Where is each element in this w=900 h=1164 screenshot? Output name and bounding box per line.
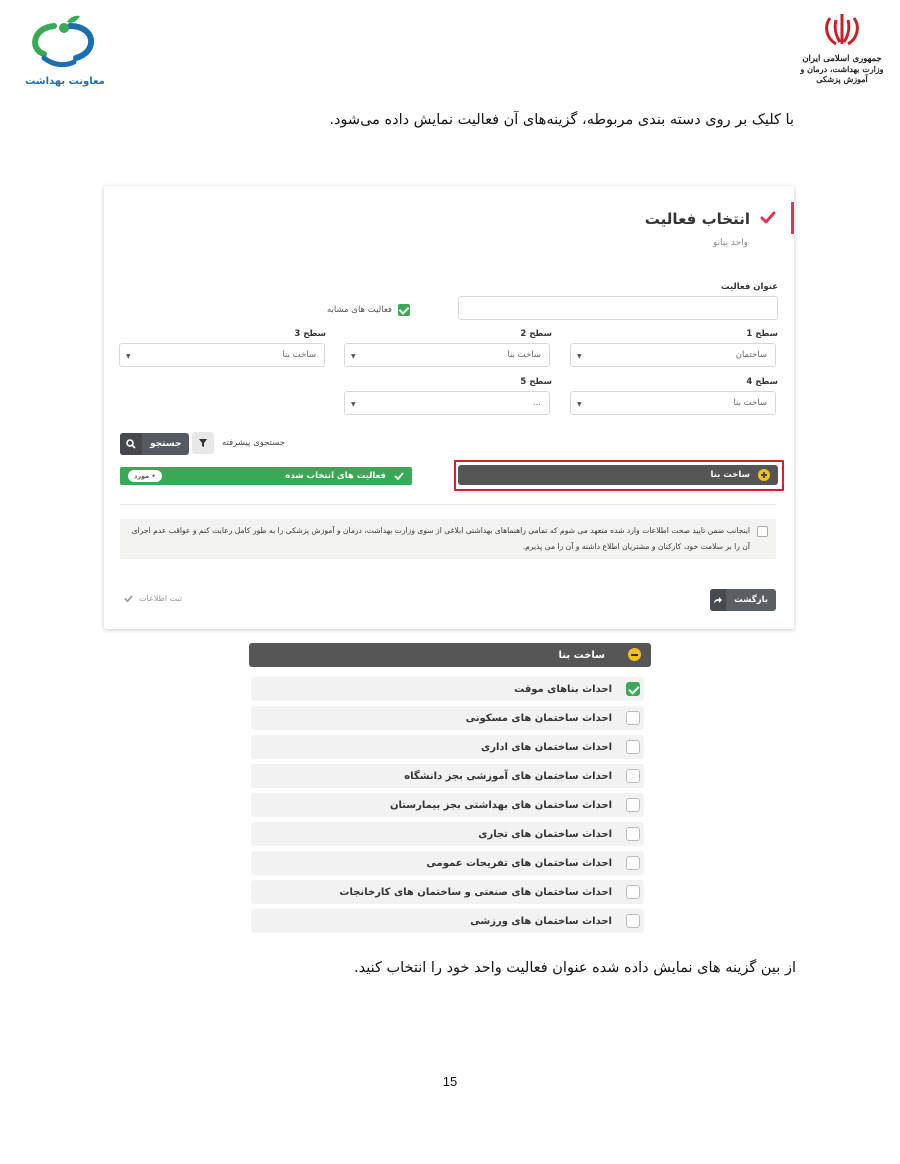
item-checkbox[interactable] — [626, 827, 640, 841]
list-item[interactable] — [251, 706, 644, 730]
level-1-value: ساختمان — [735, 350, 767, 360]
panel-accent-bar — [791, 202, 794, 234]
category-bar-label: ساخت بنا — [710, 470, 750, 480]
item-label: احداث ساختمان های آموزشی بجز دانشگاه — [404, 770, 612, 782]
chevron-down-icon: ▼ — [351, 401, 356, 408]
ministry-line-1: جمهوری اسلامی ایران — [802, 54, 882, 64]
item-checkbox[interactable] — [626, 711, 640, 725]
list-item[interactable] — [251, 793, 644, 817]
chevron-down-icon: ▼ — [577, 401, 582, 408]
list-item[interactable] — [251, 851, 644, 875]
iran-emblem-icon — [822, 12, 862, 48]
list-item[interactable] — [251, 735, 644, 759]
search-icon — [120, 433, 142, 455]
list-item[interactable] — [251, 677, 644, 701]
list-item[interactable] — [251, 909, 644, 933]
level-5-label: سطح 5 — [520, 377, 552, 387]
similar-checkbox[interactable] — [398, 304, 410, 316]
ministry-line-2: وزارت بهداشت، درمان و آموزش پزشکی — [800, 64, 884, 84]
selected-activities-bar[interactable] — [120, 467, 412, 485]
level-2-select[interactable] — [344, 343, 550, 367]
item-label: احداث ساختمان های ورزشی — [470, 915, 612, 927]
activity-title-input[interactable] — [458, 296, 778, 320]
level-2-label: سطح 2 — [520, 329, 552, 339]
back-button-label: بازگشت — [734, 595, 768, 605]
level-3-label: سطح 3 — [294, 329, 326, 339]
list-item[interactable] — [251, 880, 644, 904]
level-5-value: ... — [532, 398, 541, 408]
minus-circle-icon — [628, 648, 641, 661]
check-icon — [760, 210, 776, 226]
agreement-text: اینجانب ضمن تایید صحت اطلاعات وارد شده متعهد می شوم که تمامی راهنماهای بهداشتی ابلاغی از سوی وزارت بهداشت، درمان و آموزش پزشکی را به طور کامل رعایت کنم و عواقب عدم اجرای آن را بر سلامت خود، کارکنان و مشتریان اطلاع داشته و آن را می پذیرم. — [131, 526, 750, 551]
outro-paragraph: از بین گزینه های نمایش داده شده عنوان فعالیت واحد خود را انتخاب کنید. — [353, 960, 796, 976]
item-label: احداث ساختمان های تجاری — [478, 828, 612, 840]
page-number: 15 — [442, 1074, 458, 1089]
search-button[interactable] — [120, 433, 189, 455]
item-checkbox[interactable] — [626, 740, 640, 754]
expanded-category-label: ساخت بنا — [558, 649, 605, 661]
list-item[interactable] — [251, 764, 644, 788]
search-button-label: جستجو — [150, 439, 182, 449]
chevron-down-icon: ▼ — [351, 353, 356, 360]
expanded-category-header[interactable] — [249, 643, 651, 667]
level-4-value: ساخت بنا — [733, 398, 767, 408]
category-bar-sakht-bana[interactable] — [458, 465, 778, 485]
item-checkbox[interactable] — [626, 914, 640, 928]
level-2-value: ساخت بنا — [507, 350, 541, 360]
check-icon — [394, 471, 404, 481]
list-item[interactable] — [251, 822, 644, 846]
health-deputy-logo — [14, 10, 116, 96]
item-label: احداث ساختمان های اداری — [481, 741, 612, 753]
level-3-value: ساخت بنا — [282, 350, 316, 360]
chevron-down-icon: ▼ — [126, 353, 131, 360]
plus-circle-icon — [758, 469, 770, 481]
share-forward-icon — [710, 589, 726, 611]
item-label: احداث ساختمان های بهداشتی بجز بیمارستان — [389, 799, 612, 811]
filter-button[interactable] — [192, 432, 214, 454]
agreement-box — [120, 519, 776, 559]
ministry-logo — [796, 12, 888, 82]
level-1-label: سطح 1 — [746, 329, 778, 339]
chevron-down-icon: ▼ — [577, 353, 582, 360]
health-deputy-emblem-icon — [14, 10, 116, 76]
item-label: احداث ساختمان های تفریحات عمومی — [426, 857, 612, 869]
similar-label: فعالیت های مشابه — [326, 305, 392, 315]
back-button[interactable] — [710, 589, 776, 611]
level-5-select[interactable] — [344, 391, 550, 415]
divider — [120, 504, 776, 505]
select-activity-panel — [104, 186, 794, 629]
selected-activities-label: فعالیت های انتخاب شده — [285, 471, 386, 481]
level-4-label: سطح 4 — [746, 377, 778, 387]
filter-icon — [198, 438, 208, 448]
similar-activities-toggle[interactable] — [327, 304, 410, 316]
unit-name: واحد پیانو — [712, 238, 748, 248]
selected-count-badge: • مورد — [128, 470, 162, 482]
item-checkbox[interactable] — [626, 885, 640, 899]
save-info-label: ثبت اطلاعات — [139, 594, 183, 603]
save-info-button[interactable] — [124, 594, 182, 603]
agreement-checkbox[interactable] — [757, 526, 768, 537]
item-checkbox[interactable] — [626, 682, 640, 696]
item-label: احداث ساختمان های مسکونی — [465, 712, 612, 724]
item-checkbox[interactable] — [626, 798, 640, 812]
item-label: احداث ساختمان های صنعتی و ساختمان های کارخانجات — [339, 886, 612, 898]
level-1-select[interactable] — [570, 343, 776, 367]
item-label: احداث بناهای موقت — [514, 683, 612, 695]
intro-paragraph: با کلیک بر روی دسته بندی مربوطه، گزینه‌های آن فعالیت نمایش داده می‌شود. — [329, 112, 794, 128]
panel-title: انتخاب فعالیت — [644, 210, 750, 228]
check-icon — [124, 594, 133, 603]
activity-title-label: عنوان فعالیت — [721, 282, 778, 292]
level-4-select[interactable] — [570, 391, 776, 415]
level-3-select[interactable] — [119, 343, 325, 367]
item-checkbox[interactable] — [626, 769, 640, 783]
health-deputy-caption: معاونت بهداشت — [25, 76, 105, 87]
advanced-search-label[interactable]: جستجوی پیشرفته — [222, 438, 286, 448]
item-checkbox[interactable] — [626, 856, 640, 870]
